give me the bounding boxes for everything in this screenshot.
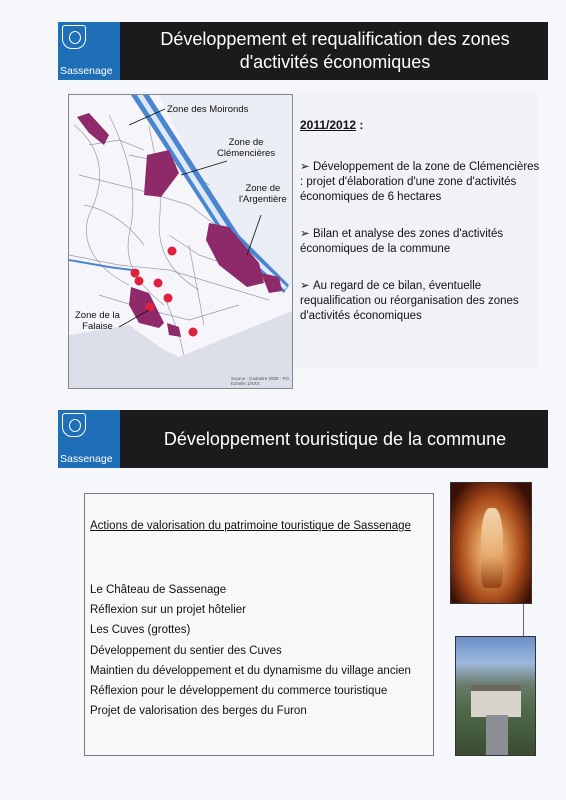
list-item: Projet de valorisation des berges du Furon [90, 705, 307, 718]
bullet-item [300, 279, 540, 324]
section-title-line2: d'activités économiques [239, 52, 431, 72]
map-source-line2: Echelle 1/XXX [230, 381, 260, 386]
list-item: Le Château de Sassenage [90, 584, 227, 596]
label-zone-moironds: Zone des Moironds [167, 104, 249, 115]
bullet-text: Développement de la zone de Clémencières : projet d'élaboration d'une zone d'activités économiques de 6 hectares [300, 161, 540, 203]
actions-list [90, 580, 411, 721]
year-suffix: : [356, 118, 364, 132]
section-header-economic-zones [58, 22, 548, 80]
logo-town-name: Sassenage [60, 65, 113, 77]
logo-town-name: Sassenage [60, 453, 113, 465]
list-item: Maintien du développement et du dynamisme du village ancien [90, 664, 411, 677]
label-zone-falaise [75, 310, 120, 332]
section-title-line1: Développement et requalification des zones [160, 29, 510, 49]
year-heading [300, 118, 363, 132]
label-clemencieres-line1: Zone de [228, 137, 264, 148]
label-clemencieres-line2: Clémencières [217, 148, 276, 159]
year-value: 2011/2012 [300, 118, 357, 132]
list-item: Réflexion pour le développement du commerce touristique [90, 685, 388, 698]
list-item: Les Cuves (grottes) [90, 624, 191, 637]
map-source-line1: Source : Cadastre 2008 - PO [230, 376, 289, 381]
zones-map [68, 94, 293, 389]
bullet-item [300, 227, 540, 257]
map-source [231, 376, 289, 386]
list-item: Développement du sentier des Cuves [90, 644, 282, 657]
bullet-text: Bilan et analyse des zones d'activités économiques de la commune [300, 228, 504, 255]
coat-of-arms-icon [62, 413, 86, 437]
label-zone-argentiere [239, 183, 287, 205]
connector-line [523, 604, 524, 636]
bullet-item [300, 160, 540, 205]
section-title [122, 22, 548, 80]
label-falaise-line2: Falaise [82, 321, 113, 332]
label-argentiere-line1: Zone de [245, 183, 281, 194]
label-zone-clemencieres [217, 137, 275, 159]
label-argentiere-line2: l'Argentière [239, 194, 287, 205]
chateau-photo [455, 636, 536, 756]
bullet-text: Au regard de ce bilan, éventuelle requalification ou réorganisation des zones d'activités économiques [300, 280, 519, 322]
arrow-bullet-icon: ➢ [300, 228, 310, 240]
arrow-bullet-icon: ➢ [300, 161, 310, 173]
sassenage-logo [58, 410, 120, 468]
economic-bullets [300, 160, 540, 346]
coat-of-arms-icon [62, 25, 86, 49]
cave-photo [450, 482, 532, 604]
arrow-bullet-icon: ➢ [300, 280, 310, 292]
section-title-line1: Développement touristique de la commune [163, 428, 507, 449]
tourism-actions-box [84, 493, 434, 756]
section-title [122, 410, 548, 468]
section-header-tourism [58, 410, 548, 468]
label-falaise-line1: Zone de la [75, 310, 120, 321]
sassenage-logo [58, 22, 120, 80]
actions-title: Actions de valorisation du patrimoine touristique de Sassenage [90, 520, 411, 532]
list-item: Réflexion sur un projet hôtelier [90, 604, 246, 617]
